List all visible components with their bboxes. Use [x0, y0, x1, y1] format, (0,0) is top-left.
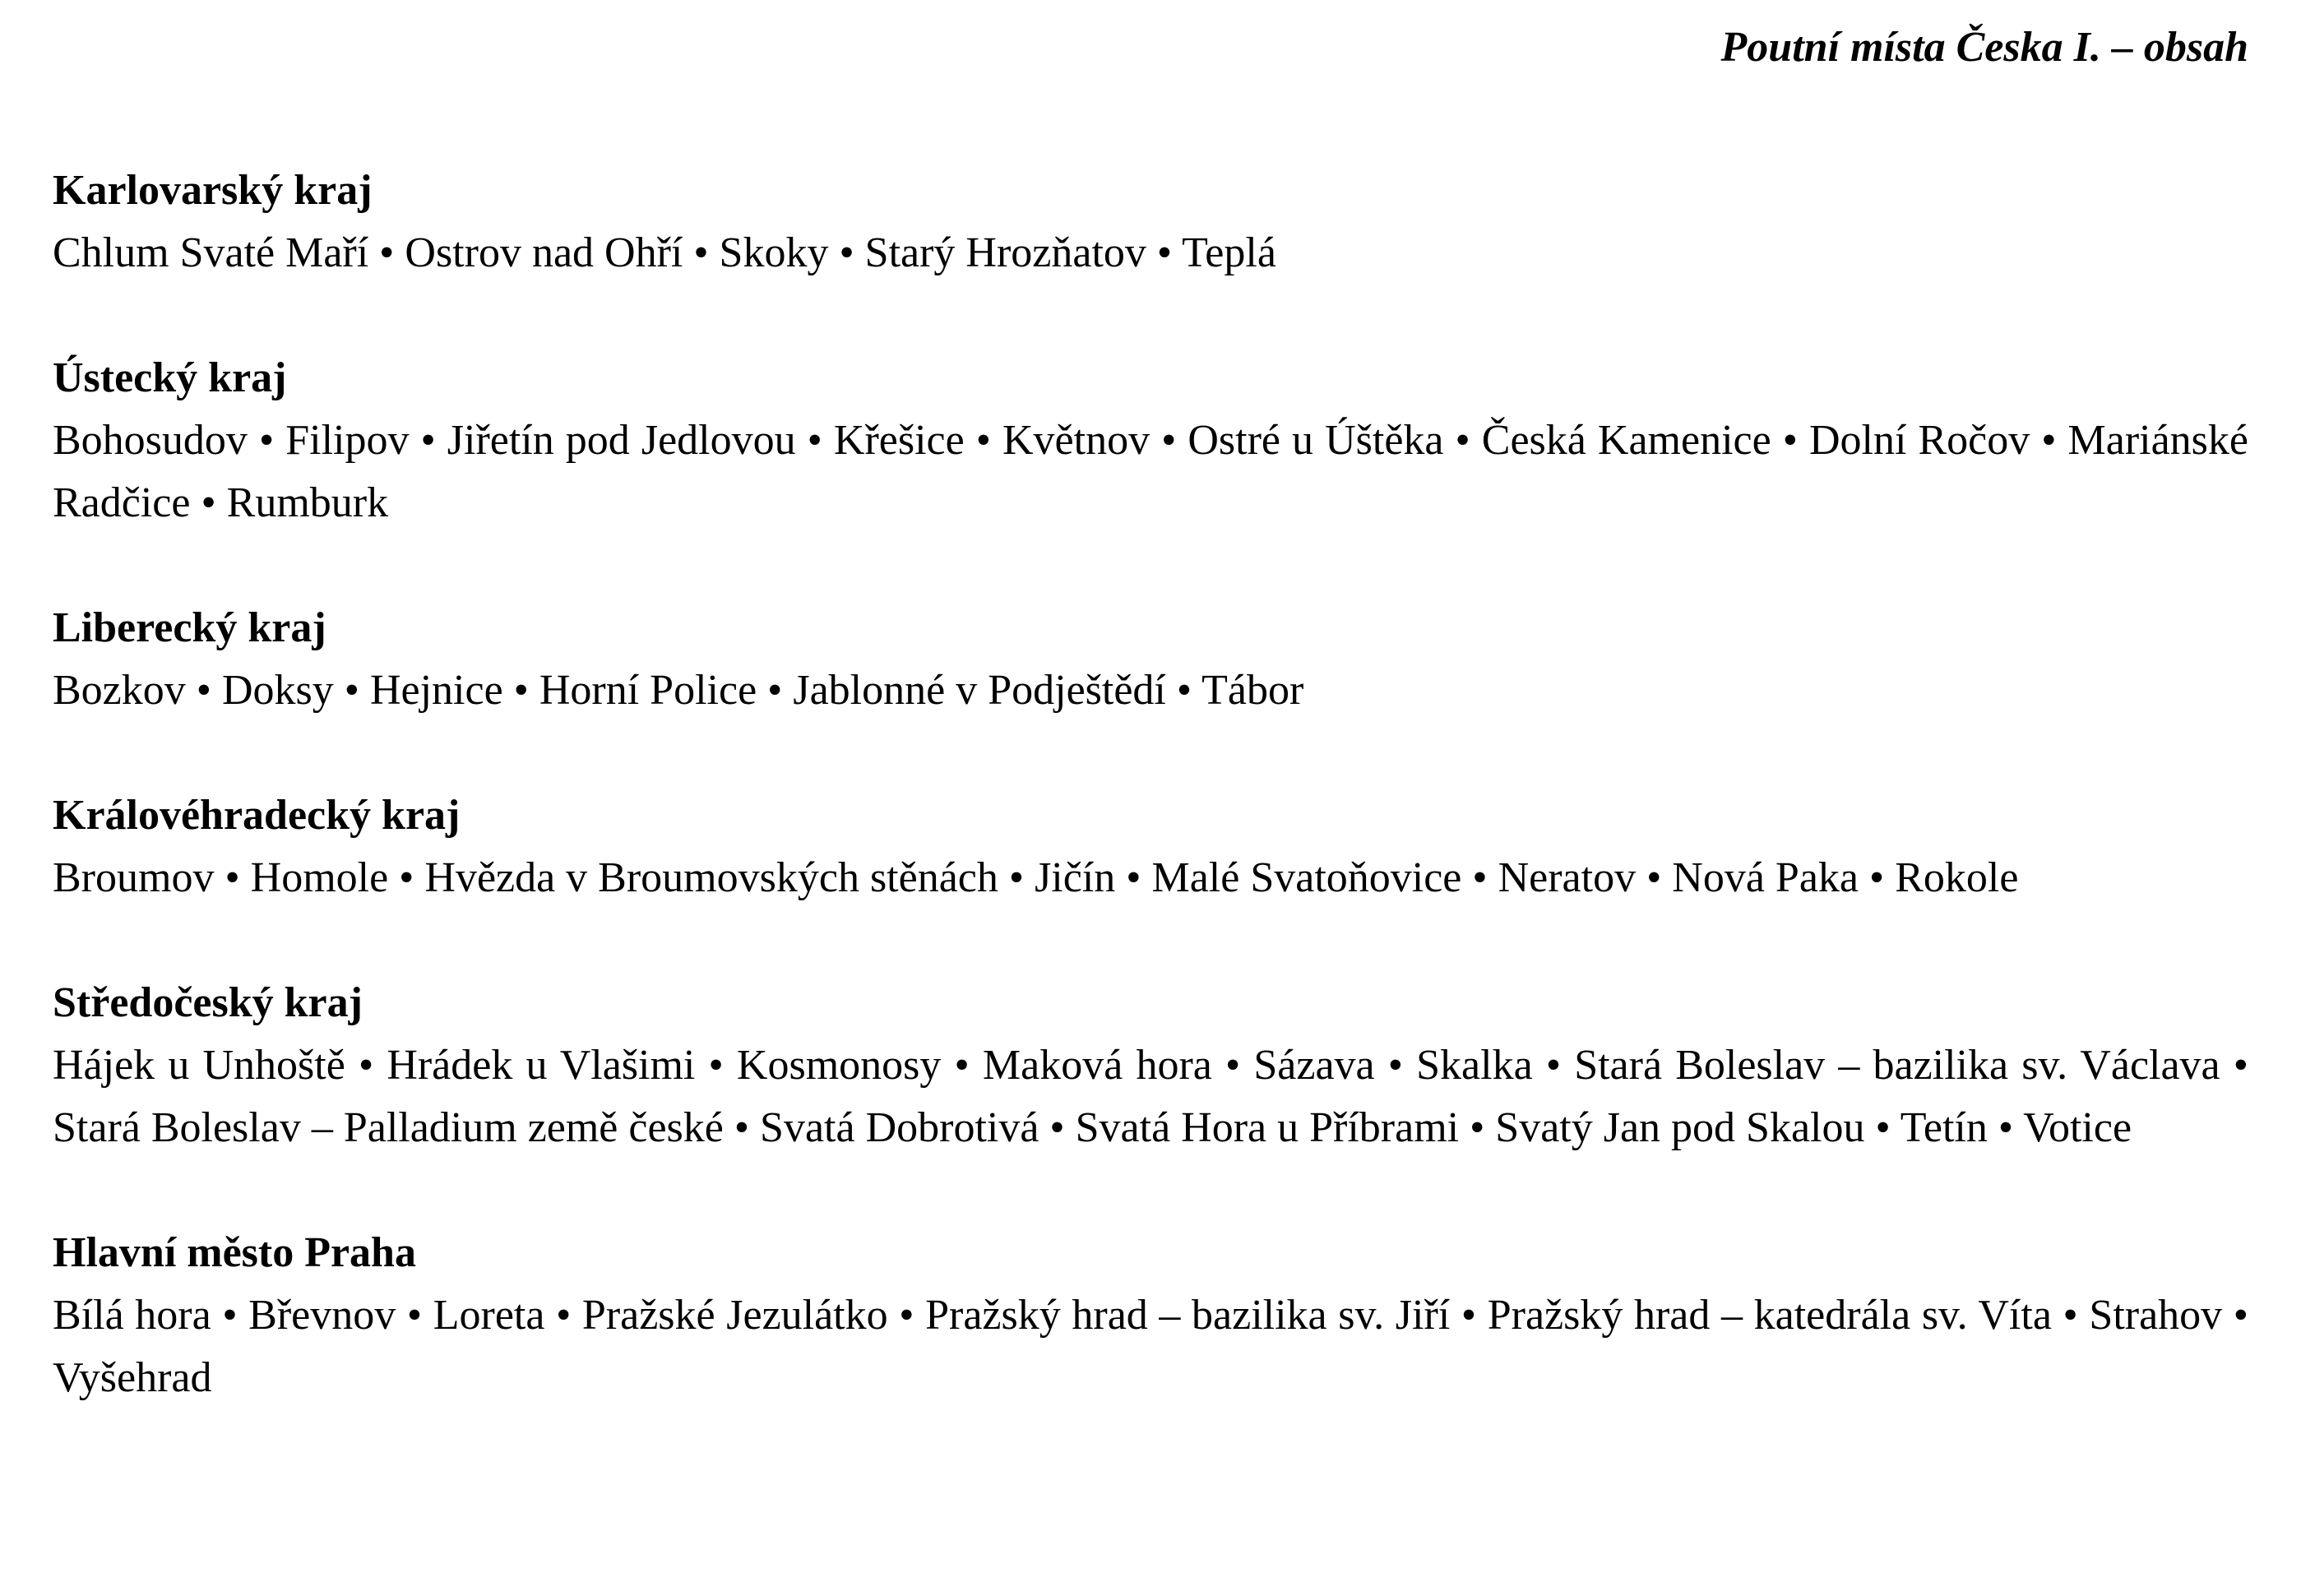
section [53, 784, 2248, 909]
section-places: Chlum Svaté Maří • Ostrov nad Ohří • Skoky • Starý Hrozňatov • Teplá [53, 229, 1276, 276]
section [53, 972, 2248, 1159]
section [53, 1222, 2248, 1409]
section-places: Broumov • Homole • Hvězda v Broumovských stěnách • Jičín • Malé Svatoňovice • Neratov • Nová Paka • Rokole [53, 854, 2019, 901]
section-heading: Královéhradecký kraj [53, 792, 461, 839]
section-heading: Karlovarský kraj [53, 167, 373, 214]
section [53, 160, 2248, 285]
section [53, 347, 2248, 534]
sections-container [53, 160, 2248, 1409]
section-heading: Ústecký kraj [53, 354, 287, 401]
section [53, 597, 2248, 722]
section-places: Bílá hora • Břevnov • Loreta • Pražské Jezulátko • Pražský hrad – bazilika sv. Jiří • Pražský hrad – katedrála sv. Víta • Strahov • Vyšehrad [53, 1292, 2248, 1401]
page-title: Poutní místa Česka I. – obsah [1720, 24, 2248, 71]
section-heading: Středočeský kraj [53, 979, 363, 1026]
section-heading: Hlavní město Praha [53, 1229, 416, 1276]
section-places: Hájek u Unhoště • Hrádek u Vlašimi • Kosmonosy • Maková hora • Sázava • Skalka • Stará Boleslav – bazilika sv. Václava • Stará Boleslav – Palladium země české • Svatá Dobrotivá • Svatá Hora u Příbrami • Svatý Jan pod Skalou • Tetín • Votice [53, 1042, 2248, 1151]
section-places: Bozkov • Doksy • Hejnice • Horní Police • Jablonné v Podještědí • Tábor [53, 667, 1304, 714]
section-heading: Liberecký kraj [53, 604, 326, 651]
section-places: Bohosudov • Filipov • Jiřetín pod Jedlovou • Křešice • Květnov • Ostré u Úštěka • Česká Kamenice • Dolní Ročov • Mariánské Radčice • Rumburk [53, 417, 2248, 526]
